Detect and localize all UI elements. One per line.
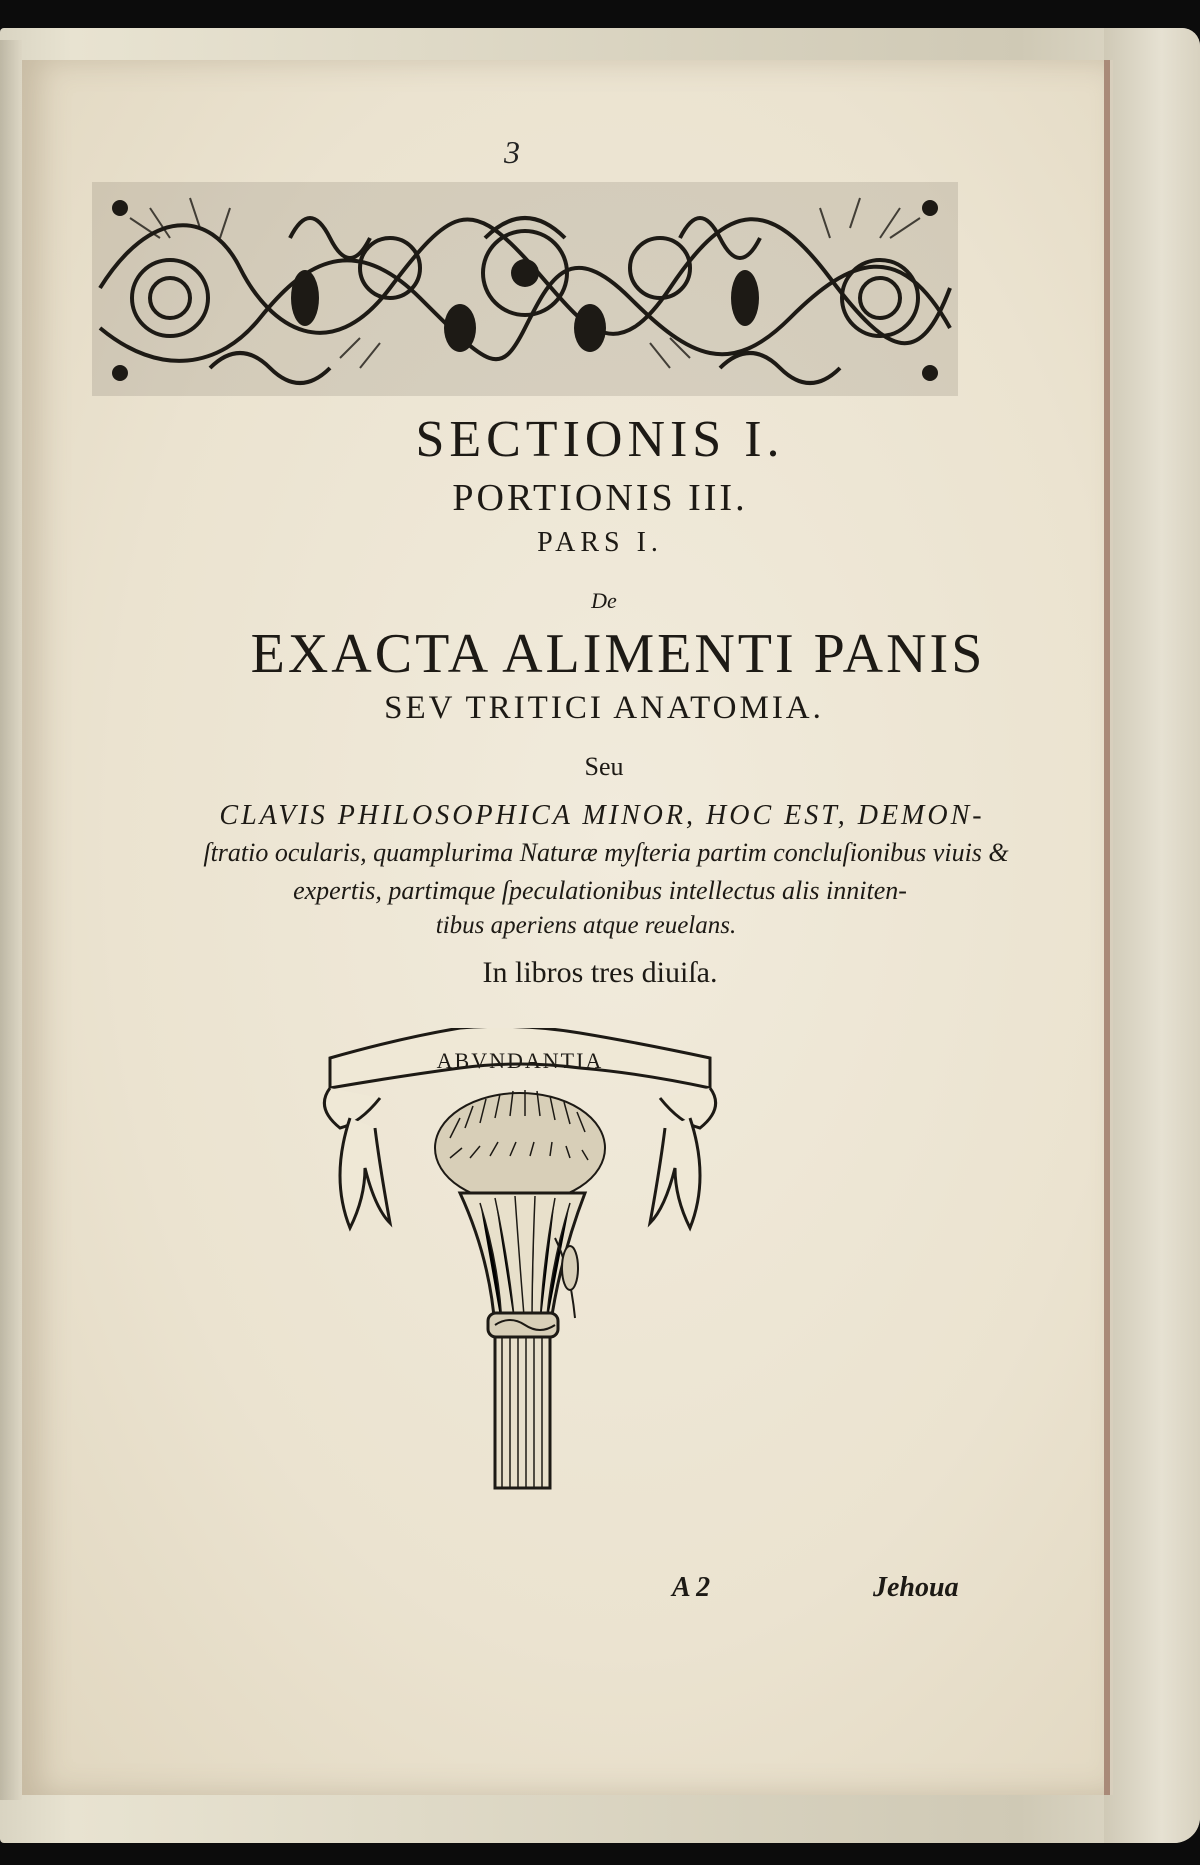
part-heading: PARS I. xyxy=(537,527,663,558)
description-line: expertis, partimque ſpeculationibus intellectus alis inniten- xyxy=(293,876,907,905)
portion-heading: PORTIONIS III. xyxy=(452,477,748,519)
wheat-sheaf-emblem xyxy=(320,1028,720,1498)
division-note: In libros tres diuiſa. xyxy=(482,956,718,989)
catchword: Jehoua xyxy=(873,1572,959,1603)
title-preposition: De xyxy=(591,588,617,613)
title-conjunction: Seu xyxy=(584,752,624,781)
main-title: EXACTA ALIMENTI PANIS xyxy=(250,623,986,685)
page-number: 3 xyxy=(504,134,520,170)
description-line: CLAVIS PHILOSOPHICA MINOR, HOC EST, DEMON- xyxy=(219,800,985,831)
ornamental-headpiece xyxy=(90,178,960,400)
section-heading: SECTIONIS I. xyxy=(415,411,785,468)
banner-text: ABVNDANTIA xyxy=(436,1048,604,1073)
subtitle: SEV TRITICI ANATOMIA. xyxy=(384,690,824,726)
description-line: tibus aperiens atque reuelans. xyxy=(435,912,737,939)
signature-mark: A 2 xyxy=(672,1572,711,1603)
description-line: ſtratio ocularis, quamplurima Naturæ myſteria partim concluſionibus viuis & xyxy=(203,838,1009,867)
